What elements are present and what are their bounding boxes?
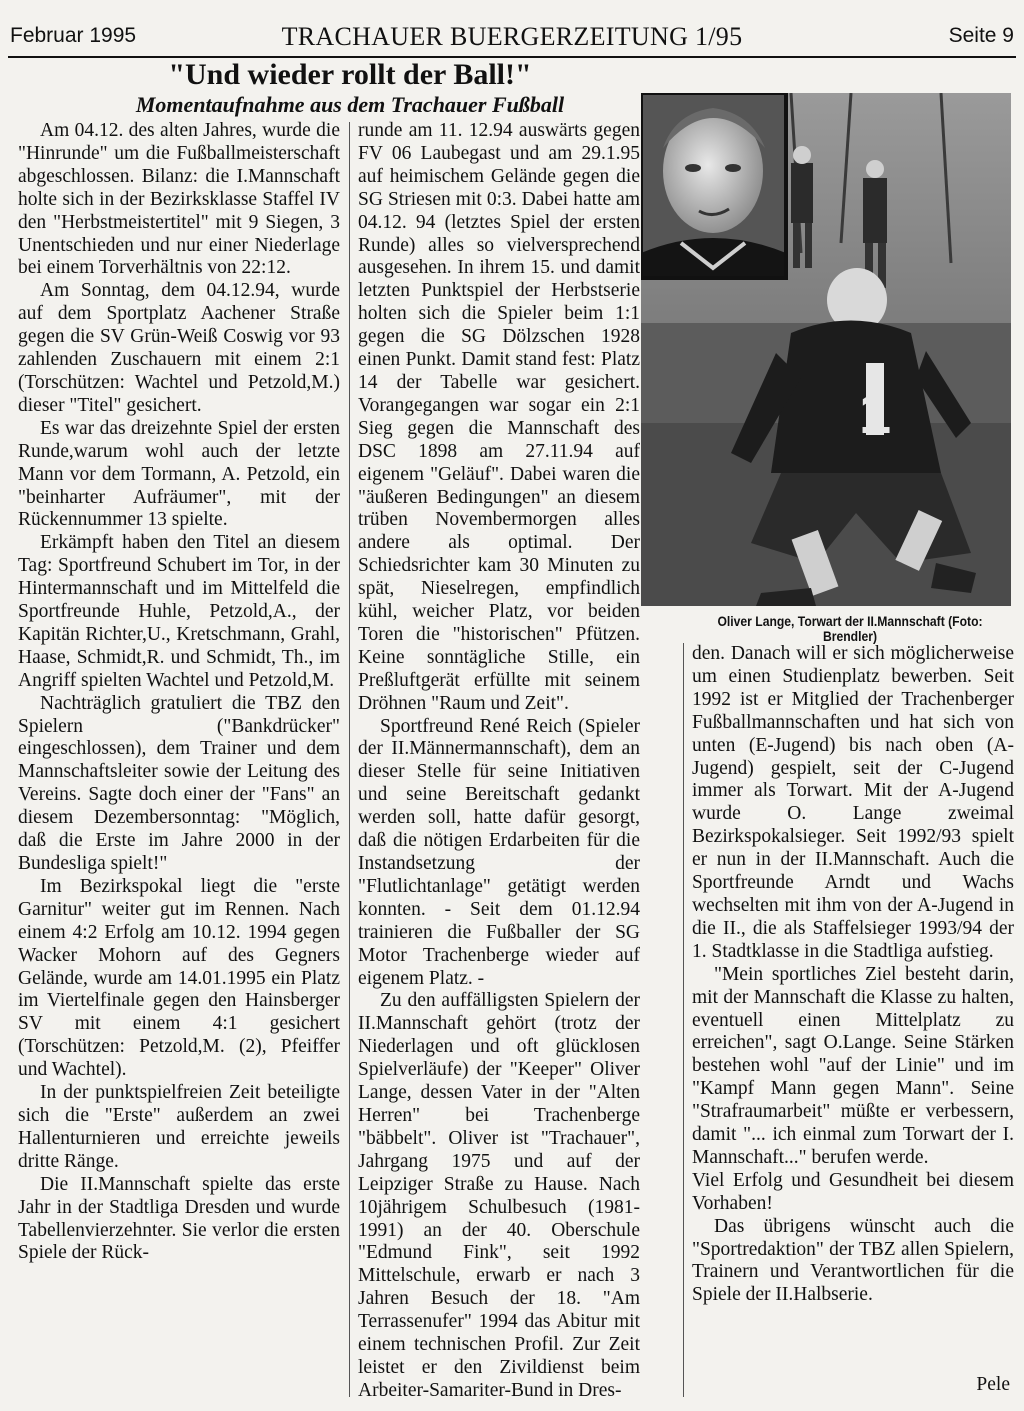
paragraph: In der punktspielfreien Zeit beteiligte sich die "Erste" außerdem an zwei Hallenturnieren und erreichte jeweils dritte Ränge. <box>18 1082 340 1172</box>
column-divider <box>683 643 684 1397</box>
article-column-2 <box>358 120 640 1403</box>
photo-illustration <box>641 93 1011 606</box>
paragraph: Sportfreund René Reich (Spieler der II.Männermannschaft), dem an dieser Stelle für seine Initiativen und seine Bereitschaft gedankt werden soll, hatte dafür gesorgt, daß die nötigen Erdarbeiten für die Instandsetzung der "Flutlichtanlage" getätigt werden konnten. - Seit dem 01.12.94 trainieren die Fußballer der SG Motor Trachenberge wieder auf eigenem Platz. - <box>358 715 640 989</box>
paragraph: Erkämpft haben den Titel an diesem Tag: Sportfreund Schubert im Tor, in der Hintermannschaft und im Mittelfeld die Sportfreunde Huhle, Petzold,A., der Kapitän Richter,U., Kretschmann, Grahl, Haase, Schmidt,R. und Schmidt, Th., im Angriff spielten Wachtel und Petzold,M. <box>18 532 340 691</box>
photo-caption: Oliver Lange, Torwart der II.Mannschaft (Foto: Brendler) <box>717 614 983 644</box>
issue-date: Februar 1995 <box>10 24 137 47</box>
article-column-1 <box>18 120 340 1265</box>
paragraph: Im Bezirkspokal liegt die "erste Garnitur" weiter gut im Rennen. Nach einem 4:2 Erfolg am 10.12. 1994 gegen Wacker Mohorn auf des Gegners Gelände, wurde am 14.01.1995 ein Platz im Viertelfinale gegen den Hainsberger SV mit einem 4:1 gesichert (Torschützen: Petzold,M. (2), Pfeiffer und Wachtel). <box>18 875 340 1081</box>
page-number: Seite 9 <box>948 24 1014 47</box>
paragraph: "Mein sportliches Ziel besteht darin, mit der Mannschaft die Klasse zu halten, eventuell einen Mittelplatz zu erreichen", sagt O.Lange. Seine Stärken bestehen wohl "auf der Linie" und im "Kampf Mann gegen Mann". Seine "Strafraumarbeit" müßte er verbessern, damit "... ich einmal zum Torwart der I. Mannschaft..." berufen werde. <box>692 963 1014 1168</box>
paragraph: Es war das dreizehnte Spiel der ersten Runde,warum wohl auch der letzte Mann vor dem Tormann, A. Petzold, ein "beinharter Aufräumer", mit der Rückennummer 13 spielte. <box>18 417 340 531</box>
paragraph: Am Sonntag, dem 04.12.94, wurde auf dem Sportplatz Aachener Straße gegen die SV Grün-Weiß Coswig vor 93 zahlenden Zuschauern mit einem 2:1 (Torschützen: Wachtel und Petzold,M.) dieser "Titel" gesichert. <box>18 280 340 416</box>
newspaper-title: TRACHAUER BUERGERZEITUNG 1/95 <box>281 22 743 51</box>
paragraph: Viel Erfolg und Gesundheit bei diesem Vorhaben! <box>692 1169 1014 1214</box>
column-divider <box>349 122 350 1397</box>
page-header <box>8 22 1016 56</box>
paragraph: Das übrigens wünscht auch die "Sportredaktion" der TBZ allen Spielern, Trainern und Verantwortlichen für die Spiele der II.Halbserie. <box>692 1215 1014 1306</box>
article-headline: "Und wieder rollt der Ball!" <box>168 58 532 91</box>
paragraph: Am 04.12. des alten Jahres, wurde die "Hinrunde" um die Fußballmeisterschaft abgeschlossen. Bilanz: die I.Mannschaft holte sich in der Bezirksklasse Staffel IV den "Herbstmeistertitel" mit 9 Siegen, 3 Unentschieden und nur einer Niederlage bei einem Torverhältnis von 22:12. <box>18 120 340 279</box>
paragraph: Die II.Mannschaft spielte das erste Jahr in der Stadtliga Dresden und wurde Tabellenvierzehnter. Sie verlor die ersten Spiele der Rück- <box>18 1173 340 1264</box>
paragraph: Nachträglich gratuliert die TBZ den Spielern ("Bankdrücker" eingeschlossen), dem Trainer und dem Mannschaftsleiter sowie der Leitung des Vereins. Sagte doch einer der "Fans" an diesem Dezembersonntag: "Möglich, daß die Erste im Jahre 2000 in der Bundesliga spielt!" <box>18 692 340 874</box>
paragraph: runde am 11. 12.94 auswärts gegen FV 06 Laubegast und am 29.1.95 auf heimischem Gelände gegen die SG Striesen mit 0:3. Dabei hatte am 04.12. 94 (letztes Spiel der ersten Runde) alles so vielversprechend ausgesehen. In ihrem 15. und damit letzten Punktspiel der Herbstserie holten sich die Spieler beim 1:1 gegen die SG Dölzschen 1928 einen Punkt. Damit stand fest: Platz 14 der Tabelle war gesichert. Vorangegangen war sogar ein 2:1 Sieg gegen die Mannschaft des DSC 1898 am 27.11.94 auf eigenem "Geläuf". Dabei waren die "äußeren Bedingungen" an diesem trüben Novembermorgen alles andere als optimal. Der Schiedsrichter kam 30 Minuten zu spät, Nieselregen, empfindlich kühl, weicher Platz, vor beiden Toren die "historischen" Pfützen. Keine sonntägliche Stille, ein Preßluftgerät erfüllte mit seinem Dröhnen "Raum und Zeit". <box>358 120 640 714</box>
paragraph: Zu den auffälligsten Spielern der II.Mannschaft gehört (trotz der Niederlagen und oft glücklosen Spielverläufe) der "Keeper" Oliver Lange, dessen Vater in der "Alten Herren" bei Trachenberge "bäbbelt". Oliver ist "Trachauer", Jahrgang 1975 und auf der Leipziger Straße zu Hause. Nach 10jährigem Schulbesuch (1981-1991) an der 40. Oberschule "Edmund Fink", seit 1992 Mittelschule, erwarb er nach 3 Jahren Besuch der 18. "Am Terrassenufer" 1994 das Abitur mit einem technischen Profil. Zur Zeit leistet er den Zivildienst beim Arbeiter-Samariter-Bund in Dres- <box>358 990 640 1401</box>
jersey-number: 1 <box>858 381 892 446</box>
article-column-3 <box>692 643 1014 1307</box>
goalkeeper-photo <box>641 93 1011 606</box>
article-subheadline: Momentaufnahme aus dem Trachauer Fußball <box>135 92 565 117</box>
paragraph: den. Danach will er sich möglicherweise um einen Studienplatz bewerben. Seit 1992 ist er Mitglied der Trachenberger Fußballmannschaften und hat sich von unten (E-Jugend) bis nach oben (A-Jugend) gespielt, seit der C-Jugend immer als Torwart. Mit der A-Jugend wurde O. Lange zweimal Bezirkspokalsieger. Seit 1992/93 spielt er nun in der II.Mannschaft. Auch die Sportfreunde Arndt und Wachs wechselten mit ihm von der A-Jugend in die II., die als Staffelsieger 1993/94 der 1. Stadtklasse in die Stadtliga aufstieg. <box>692 643 1014 962</box>
author-signature: Pele <box>976 1374 1010 1395</box>
